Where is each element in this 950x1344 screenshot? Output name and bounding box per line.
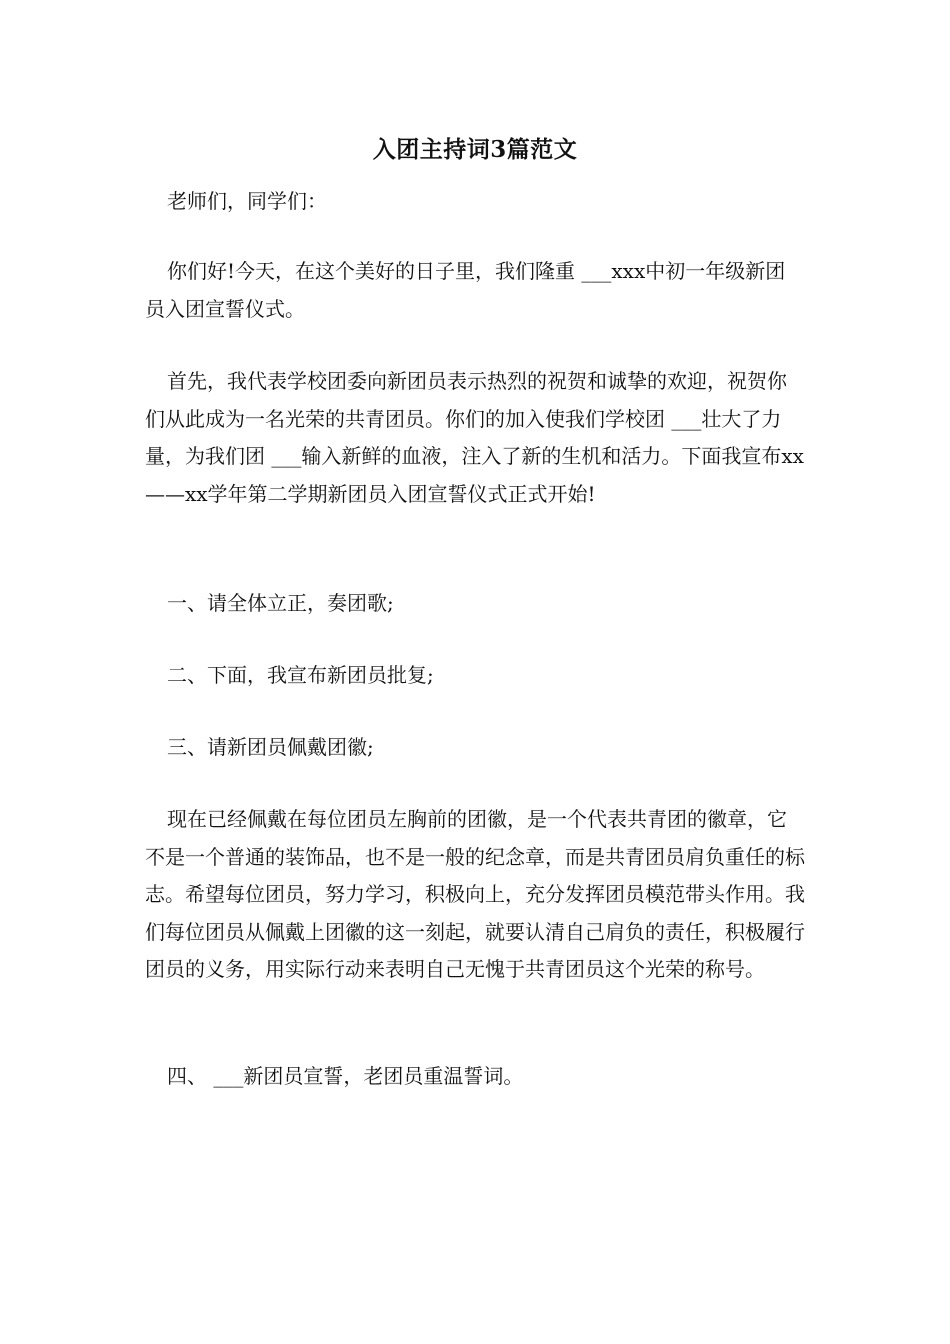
paragraph-step-1: 一、请全体立正，奏团歌;: [167, 591, 394, 615]
document-title: 入团主持词3篇范文: [372, 136, 578, 163]
paragraph-opening: 你们好!今天，在这个美好的日子里，我们隆重 ___xxx中初一年级新团员入团宣誓仪式。: [145, 259, 786, 321]
paragraph-step-3: 三、请新团员佩戴团徽;: [167, 735, 374, 759]
paragraph-step-2: 二、下面，我宣布新团员批复;: [167, 663, 434, 687]
greeting-paragraph: 老师们，同学们：: [167, 189, 327, 213]
paragraph-step-4: 四、 ___新团员宣誓，老团员重温誓词。: [167, 1064, 524, 1088]
paragraph-welcome: 首先，我代表学校团委向新团员表示热烈的祝贺和诚挚的欢迎，祝贺你们从此成为一名光荣的共青团员。你们的加入使我们学校团 ___壮大了力量，为我们团 ___输入新鲜的血液，注入了新的生机和活力。下面我宣布xx——xx学年第二学期新团员入团宣誓仪式正式开始!: [145, 369, 804, 506]
paragraph-badge-explanation: 现在已经佩戴在每位团员左胸前的团徽，是一个代表共青团的徽章，它不是一个普通的装饰品，也不是一般的纪念章，而是共青团员肩负重任的标志。希望每位团员，努力学习，积极向上，充分发挥团员模范带头作用。我们每位团员从佩戴上团徽的这一刻起，就要认清自己肩负的责任，积极履行团员的义务，用实际行动来表明自己无愧于共青团员这个光荣的称号。: [145, 807, 805, 981]
